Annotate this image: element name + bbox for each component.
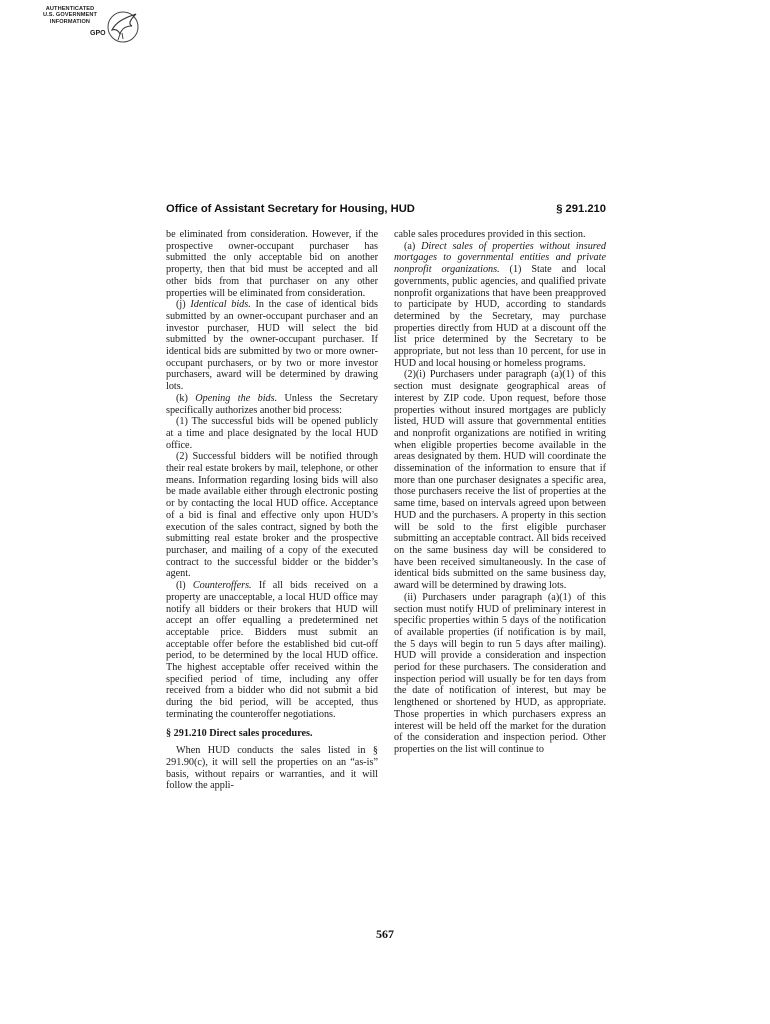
seal-text [28, 6, 112, 25]
seal-line: U.S. GOVERNMENT [42, 12, 98, 19]
page-number: 567 [376, 927, 394, 941]
paragraph-label: (k) [176, 392, 196, 404]
paragraph: (2) Successful bidders will be notified through their real estate brokers by mail, telephone, or other means. Information regarding losing bids will also be made available either through electronic posting or by contacting the local HUD office. Acceptance of a bid is final and effective only upon HUD’s execution of the sales contract, signed by both the submitting real estate broker and the prospective purchaser, and mailing of a copy of the executed contract to the successful bidder or the bidder’s agent. [166, 451, 378, 580]
section-heading: § 291.210 Direct sales procedures. [166, 727, 313, 739]
paragraph-heading: Opening the bids. [195, 392, 278, 404]
paragraph-text: (1) State and local governments, public agencies, and qualified private nonprofit organizations that have been preapproved to participate by HUD, according to standards determined by the Secretary, may purchase properties directly from HUD at a discount off the list price determined by the Secretary to be appropriate, but not less than 10 percent, for use in HUD and local housing or homeless programs. [394, 264, 606, 369]
seal-line: INFORMATION [49, 18, 91, 25]
paragraph-direct-sales [394, 241, 606, 370]
paragraph: (2)(i) Purchasers under paragraph (a)(1) of this section must designate geographical areas of interest by ZIP code. Upon request, before those properties without insured mortgages are publicly listed, HUD will assure that governmental entities and nonprofit organizations are notified in writing when eligible properties become available in the areas designated by them. HUD will coordinate the dissemination of the information to ensure that if more than one purchaser designates a specific area, those purchasers receive the list of properties at the same time, based on intervals agreed upon between HUD and the purchasers. A property in this section will be sold to the first eligible purchaser submitting an acceptable contract. All bids received on the same business day will be considered to have been received simultaneously. In the case of identical bids submitted on the same business day, award will be determined by drawing lots. [394, 369, 606, 592]
paragraph-heading: Direct sales of properties without insured mortgages to governmental entities and private nonprofit organizations. [394, 240, 606, 276]
paragraph-counteroffers [166, 580, 378, 720]
paragraph: cable sales procedures provided in this section. [394, 229, 586, 240]
paragraph-text: If all bids received on a property are unacceptable, a local HUD office may notify all bidders or their brokers that HUD will accept an offer equalling a predetermined net acceptable price. Bidders must submit an acceptable offer before the established bid cut-off period, to be determined by the local HUD office. The highest acceptable offer received within the specified period of time, including any offer received from a bidder who did not submit a bid during the bid period, will be accepted, thus terminating the counteroffer negotiations. [166, 580, 378, 720]
paragraph-label: (l) [176, 580, 193, 592]
seal-line: AUTHENTICATED [45, 6, 95, 12]
header-title: Office of Assistant Secretary for Housing, HUD [166, 203, 415, 215]
paragraph: (1) The successful bids will be opened publicly at a time and place designated by the local HUD office. [166, 416, 378, 451]
paragraph-identical-bids [166, 299, 378, 393]
gpo-authentication-seal [28, 6, 144, 50]
paragraph: be eliminated from consideration. However, if the prospective owner-occupant purchaser has submitted the only acceptable bid on another property, then that bid must be accepted and all other bids from that purchaser on any other properties will be eliminated from consideration. [166, 229, 378, 299]
left-column [166, 229, 378, 792]
paragraph-label: (a) [404, 240, 422, 252]
paragraph: When HUD conducts the sales listed in § 291.90(c), it will sell the properties on an “as-is” basis, without repairs or warranties, and it will follow the appli- [166, 745, 378, 792]
paragraph-text: In the case of identical bids submitted by an owner-occupant purchaser and an investor purchaser, HUD will select the bid submitted by the owner-occupant purchaser. If identical bids are submitted by two or more owner-occupant purchasers, or by two or more investor purchasers, award will be determined by drawing lots. [166, 299, 378, 393]
paragraph-label: (j) [176, 299, 191, 311]
gpo-mark: GPO [90, 30, 106, 37]
paragraph-heading: Counteroffers. [192, 580, 252, 592]
eagle-icon [102, 8, 144, 46]
header-section-number: § 291.210 [556, 203, 606, 215]
paragraph-opening-bids [166, 393, 378, 416]
right-column [394, 229, 606, 756]
paragraph: (ii) Purchasers under paragraph (a)(1) of this section must notify HUD of preliminary interest in specific properties within 5 days of the notification of available properties (if notification is by mail, the 5 days will begin to run 5 days after mailing). HUD will provide a consideration and inspection period for these purchasers. The consideration and inspection period will usually be for ten days from the date of notification of interest, but may be lengthened or shortened by HUD, as appropriate. Those properties in which purchasers express an interest will be held off the market for the duration of the consideration and inspection period. Other properties on the list will continue to [394, 591, 606, 755]
paragraph-heading: Identical bids. [190, 299, 251, 311]
paragraph-text: Unless the Secretary specifically authorizes another bid process: [166, 392, 378, 416]
